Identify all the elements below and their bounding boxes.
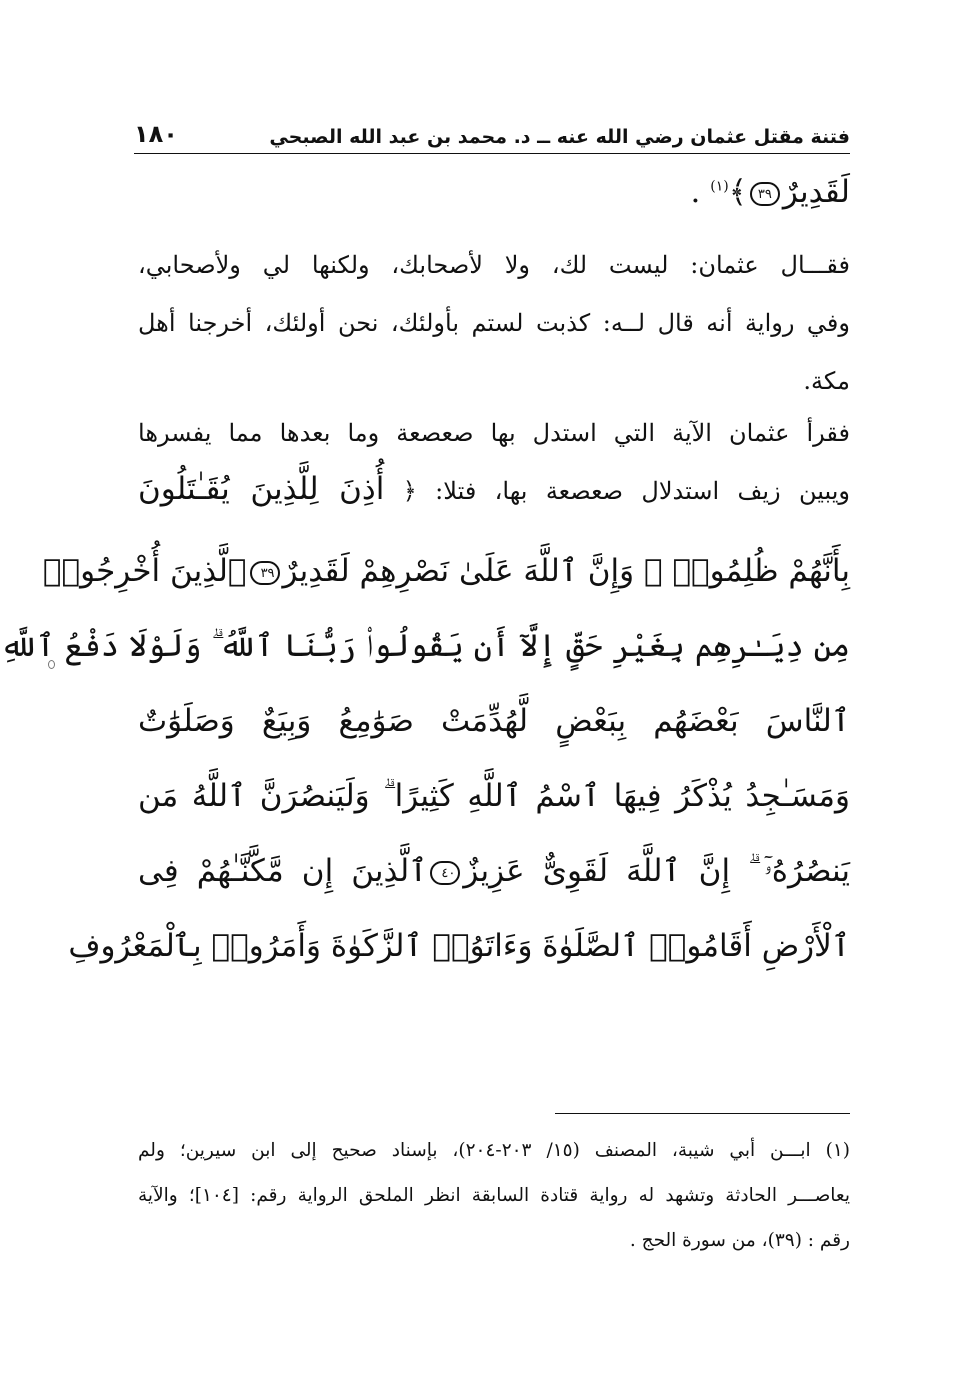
footnote-line: يعاصـــر الحادثة وتشهد له رواية قتادة السابقة انظر الملحق الرواية رقم: [١٠٤]؛ والآية xyxy=(138,1185,850,1206)
verse-text: ٱلَّذِينَ أُخْرِجُوا۟ xyxy=(42,553,247,589)
quran-open-bracket: ﴿ xyxy=(402,477,417,505)
ayah-number-marker: ٣٩ xyxy=(250,561,280,585)
quran-verse-block xyxy=(0,534,850,984)
verse-text: ٱلنَّاسَ بَعْضَهُم بِبَعْضٍ لَّهُدِّمَتْ صَوَٰمِعُ وَبِيَعٌ وَصَلَوَٰتٌ xyxy=(138,703,850,739)
footnotes xyxy=(138,1128,850,1263)
page-number: ١٨٠ xyxy=(134,120,178,148)
verse-line xyxy=(68,909,850,984)
header-rule xyxy=(134,153,850,154)
paragraph-line: مكة. xyxy=(803,367,850,395)
paragraph-line: فقرأ عثمان الآية التي استدل بها صعصعة وما بعدها مما يفسرها xyxy=(138,419,850,447)
verse-continuation-text: لَقَدِيرٌ xyxy=(782,174,850,210)
verse-text: مِن دِيَـٰرِهِم بِغَيْرِ حَقٍّ إِلَّآ أَن يَقُولُوا۟ رَبُّنَا ٱللَّهُ ۗ وَلَوْلَا دَفْعُ ٱللَّهِ xyxy=(0,628,850,664)
verse-text: يَنصُرُهُۥٓ ۗ إِنَّ ٱللَّهَ لَقَوِىٌّ عَزِيزٌ xyxy=(463,853,850,889)
paragraph-line: ويبين زيف استدلال صعصعة بها، فتلا: xyxy=(435,477,850,505)
footnote-reference: (١) xyxy=(710,178,729,195)
verse-line xyxy=(138,759,850,834)
verse-line xyxy=(42,534,850,609)
paragraph-line-with-verse-start xyxy=(138,462,850,520)
scan-speck xyxy=(48,660,55,669)
footnote-line: رقم : (٣٩)، من سورة الحج . xyxy=(629,1230,850,1251)
verse-line xyxy=(138,834,850,909)
running-header xyxy=(134,112,850,148)
quran-close-bracket: ﴾ xyxy=(728,174,747,210)
verse-start: أُذِنَ لِلَّذِينَ يُقَـٰتَلُونَ xyxy=(138,471,385,507)
footnote-separator xyxy=(555,1113,850,1114)
paragraph-1 xyxy=(138,236,850,410)
paragraph-line: وفي رواية أنه قال لــه: كذبت لستم بأولئك، نحن أولئك، أخرجنا أهل xyxy=(138,309,850,337)
verse-text: ٱلَّذِينَ إِن مَّكَّنَّـٰهُمْ فِى xyxy=(138,853,428,889)
header-title: فتنة مقتل عثمان رضي الله عنه ــ د. محمد بن عبد الله الصبحي xyxy=(269,126,850,148)
verse-text: ٱلْأَرْضِ أَقَامُوا۟ ٱلصَّلَوٰةَ وَءَاتَوُا۟ ٱلزَّكَوٰةَ وَأَمَرُوا۟ بِٱلْمَعْرُوفِ xyxy=(68,928,850,964)
paragraph-line: فقـــال عثمان: ليست لك، ولا لأصحابك، ولكنها لي ولأصحابي، xyxy=(138,251,850,279)
verse-line xyxy=(138,684,850,759)
verse-line xyxy=(0,609,850,684)
verse-continuation xyxy=(634,164,850,220)
verse-text: وَمَسَـٰجِدُ يُذْكَرُ فِيهَا ٱسْمُ ٱللَّهِ كَثِيرًا ۗ وَلَيَنصُرَنَّ ٱللَّهُ مَن xyxy=(138,778,850,814)
ayah-number-marker: ٤٠ xyxy=(430,861,460,885)
footnote-line: (١) ابـــن أبي شيبة، المصنف (١٥/ ٢٠٣-٢٠٤)، بإسناد صحيح إلى ابن سيرين؛ ولم xyxy=(138,1140,850,1161)
verse-text: بِأَنَّهُمْ ظُلِمُوا۟ ۚ وَإِنَّ ٱللَّهَ عَلَىٰ نَصْرِهِمْ لَقَدِيرٌ xyxy=(282,553,850,589)
end-punctuation: . xyxy=(690,174,701,210)
ayah-number-marker: ٣٩ xyxy=(750,182,780,206)
paragraph-2 xyxy=(138,404,850,520)
